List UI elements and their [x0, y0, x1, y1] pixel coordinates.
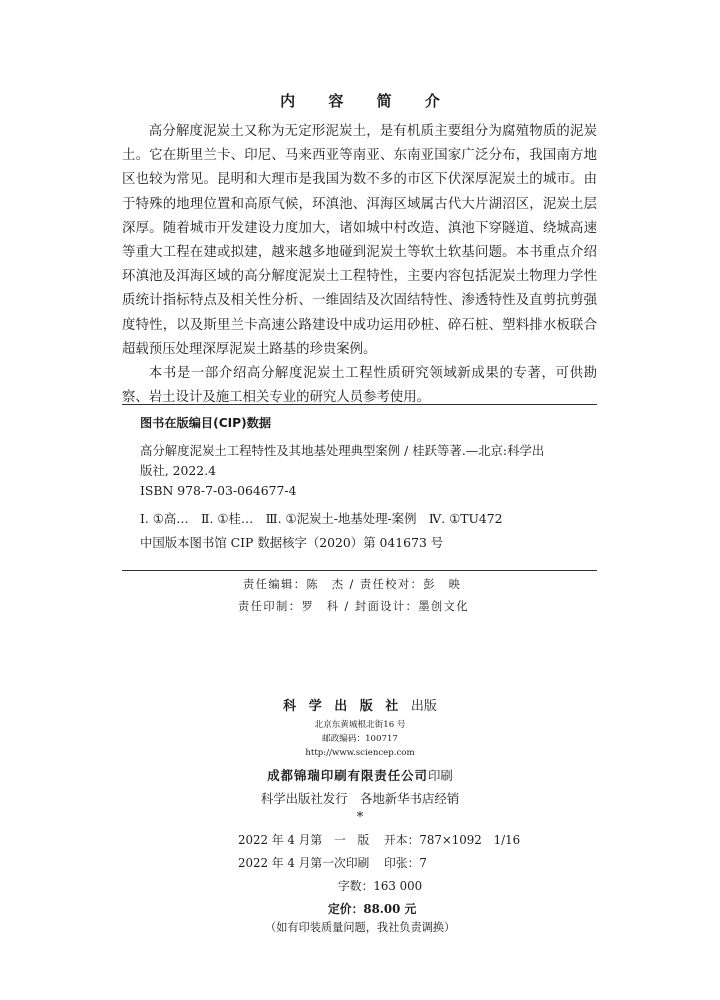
publisher-name-suffix: 出版	[410, 699, 437, 714]
cip-isbn: ISBN 978-7-03-064677-4	[140, 483, 297, 498]
printer-name: 成都锦瑞印刷有限责任公司	[267, 768, 428, 783]
printer-suffix: 印刷	[427, 768, 453, 783]
publisher-name-text: 科 学 出 版 社	[283, 699, 403, 714]
quality-notice: （如有印装质量问题，我社负责调换）	[265, 921, 456, 934]
editors-line-1: 责任编辑：陈 杰 / 责任校对：彭 映	[243, 578, 462, 591]
printer-line	[0, 764, 720, 788]
publisher-url: http://www.sciencep.com	[305, 748, 415, 758]
format-info: 开本：787×1092 1/16	[384, 833, 521, 847]
distribution-line: 科学出版社发行 各地新华书店经销	[260, 791, 460, 806]
cip-catalog	[140, 441, 590, 501]
edition-date: 2022 年 4 月第 一 版	[238, 833, 370, 847]
intro-paragraph: 高分解度泥炭土又称为无定形泥炭土，是有机质主要组分为腐殖物质的泥炭土。它在斯里兰卡、印尼、马来西亚等南亚、东南亚国家广泛分布，我国南方地区也较为常见。昆明和大理市是我国为数不多的市区下伏深厚泥炭土的城市。由于特殊的地理位置和高原气候，环滇池、洱海区域属古代大片湖沼区，泥炭土层深厚。随着城市开发建设力度加大，诸如城中村改造、滇池下穿隧道、绕城高速等重大工程在建或拟建，越来越多地碰到泥炭土等软土软基问题。本书重点介绍环滇池及洱海区域的高分解度泥炭土工程特性，主要内容包括泥炭土物理力学性质统计指标特点及相关性分析、一维固结及次固结特性、渗透特性及直剪抗剪强度特性，以及斯里兰卡高速公路建设中成功运用砂桩、碎石桩、塑料排水板联合超载预压处理深厚泥炭土路基的珍贵案例。	[122, 124, 597, 357]
word-count: 字数：163 000	[338, 879, 423, 893]
intro-title: 内 容 简 介	[280, 92, 454, 110]
publisher-block	[0, 696, 720, 826]
publisher-postcode: 邮政编码：100717	[322, 734, 398, 744]
price: 定价：88.00 元	[328, 902, 417, 916]
separator-star: *	[356, 810, 364, 825]
printing-date: 2022 年 4 月第一次印刷	[238, 856, 370, 870]
cip-line-2: 版社, 2022.4	[140, 463, 217, 478]
divider-bottom	[122, 570, 597, 571]
cip-block	[140, 412, 590, 555]
editors-line-2: 责任印制：罗 科 / 封面设计：墨创文化	[238, 600, 470, 613]
cip-heading: 图书在版编目(CIP)数据	[140, 416, 272, 430]
sheets-info: 印张：7	[384, 856, 427, 870]
intro-paragraph: 本书是一部介绍高分解度泥炭土工程性质研究领域新成果的专著，可供勘察、岩土设计及施工相关专业的研究人员参考使用。	[122, 366, 597, 406]
intro-text	[122, 120, 597, 410]
cip-classification: Ⅰ. ①高… Ⅱ. ①桂… Ⅲ. ①泥炭土-地基处理-案例 Ⅳ. ①TU472	[140, 511, 503, 526]
publisher-name	[0, 696, 720, 718]
publisher-address: 北京东黄城根北街16 号	[314, 720, 406, 730]
cip-line-1: 高分解度泥炭土工程特性及其地基处理典型案例 / 桂跃等著.—北京:科学出	[140, 443, 545, 458]
divider-top	[122, 404, 597, 405]
cip-record: 中国版本图书馆 CIP 数据核字（2020）第 041673 号	[140, 535, 444, 550]
